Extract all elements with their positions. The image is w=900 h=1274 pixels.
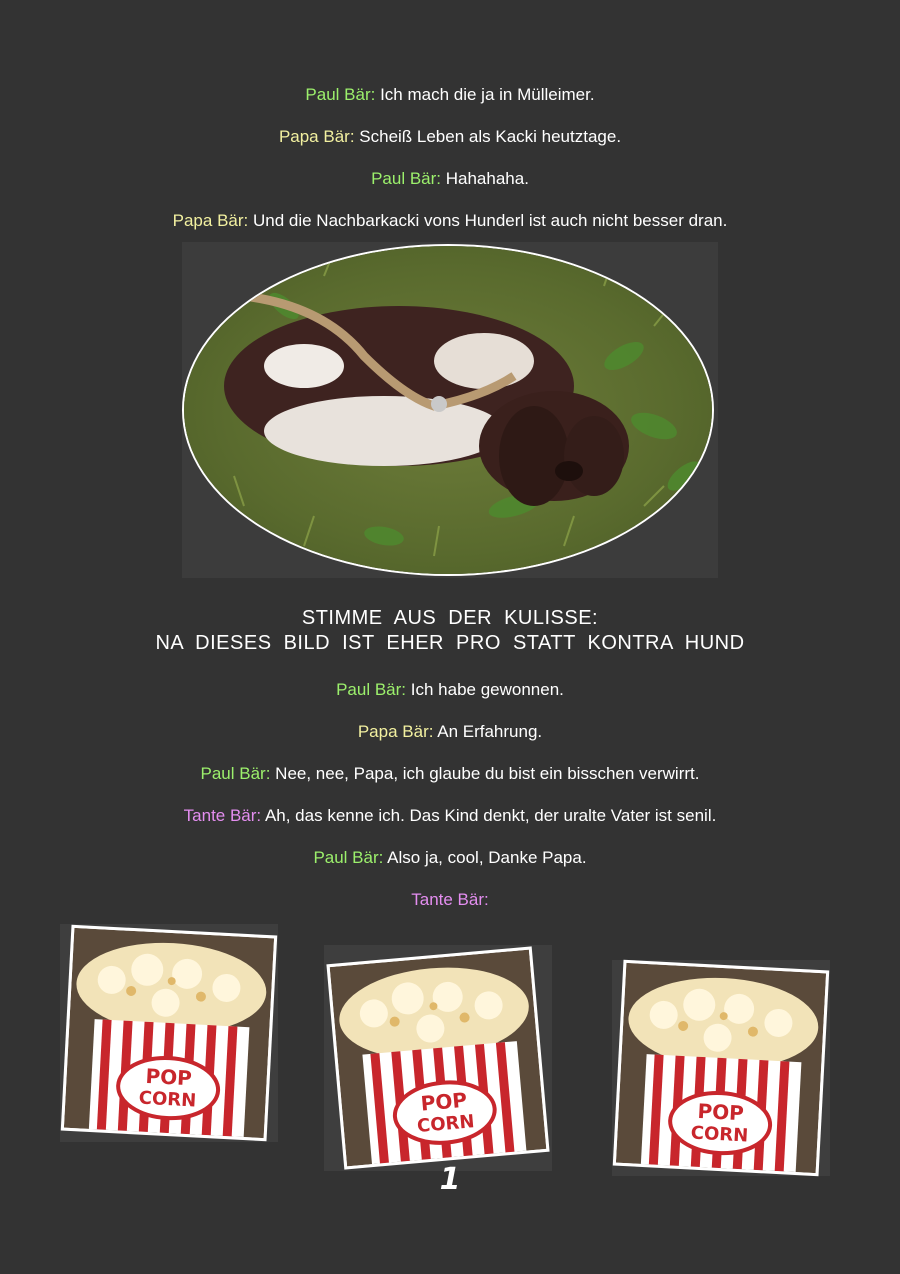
popcorn-text-2: CORN: [690, 1122, 749, 1147]
heading-line-1: STIMME AUS DER KULISSE:: [301, 607, 599, 629]
popcorn-photo: [613, 960, 829, 1176]
popcorn-photo-frame: [612, 960, 830, 1176]
speaker-name: Paul Bär:: [371, 169, 442, 188]
dialogue-line: [0, 722, 900, 742]
speaker-name: Paul Bär:: [305, 85, 376, 104]
dialogue-line: [0, 127, 900, 147]
dialogue-text: Ich mach die ja in Mülleimer.: [375, 85, 595, 104]
dialogue-text: Hahahaha.: [441, 169, 529, 188]
dog-photo: [182, 244, 714, 576]
speaker-name: Paul Bär:: [313, 848, 384, 867]
speaker-name: Papa Bär:: [278, 127, 355, 146]
speaker-name: Paul Bär:: [336, 680, 407, 699]
speaker-name: Paul Bär:: [200, 764, 271, 783]
dialogue-text: An Erfahrung.: [433, 722, 543, 741]
speaker-name: Tante Bär:: [183, 806, 262, 825]
dialogue-line: [0, 890, 900, 910]
speaker-name: Tante Bär:: [411, 890, 489, 909]
dialogue-text: Also ja, cool, Danke Papa.: [383, 848, 587, 867]
dialogue-line: [0, 211, 900, 231]
popcorn-photo-frame: [324, 945, 552, 1171]
popcorn-photo: [61, 925, 277, 1141]
dialogue-text: Und die Nachbarkacki vons Hunderl ist auch nicht besser dran.: [248, 211, 728, 230]
speaker-name: Papa Bär:: [357, 722, 434, 741]
speaker-name: Papa Bär:: [172, 211, 249, 230]
dialogue-line: [0, 848, 900, 868]
popcorn-text-2: CORN: [138, 1087, 197, 1112]
dog-photo-frame: [182, 242, 718, 578]
dialogue-line: [0, 806, 900, 826]
dialogue-text: Ah, das kenne ich. Das Kind denkt, der uralte Vater ist senil.: [261, 806, 717, 825]
dialogue-line: [0, 680, 900, 700]
popcorn-text-2: CORN: [416, 1111, 476, 1138]
dialogue-text: Nee, nee, Papa, ich glaube du bist ein bisschen verwirrt.: [270, 764, 700, 783]
popcorn-text-1: POP: [419, 1087, 468, 1116]
popcorn-text-1: POP: [144, 1063, 193, 1091]
popcorn-photo-frame: [60, 924, 278, 1142]
dialogue-text: Scheiß Leben als Kacki heutztage.: [354, 127, 622, 146]
page-number: 1: [439, 1162, 461, 1197]
dog-illustration: [184, 246, 712, 574]
dialogue-text: Ich habe gewonnen.: [406, 680, 564, 699]
popcorn-photo: [326, 946, 549, 1169]
dialogue-line: [0, 764, 900, 784]
heading-line-2: NA DIESES BILD IST EHER PRO STATT KONTRA HUND: [155, 632, 745, 654]
popcorn-text-1: POP: [696, 1098, 745, 1126]
dialogue-line: [0, 169, 900, 189]
dialogue-line: [0, 85, 900, 105]
